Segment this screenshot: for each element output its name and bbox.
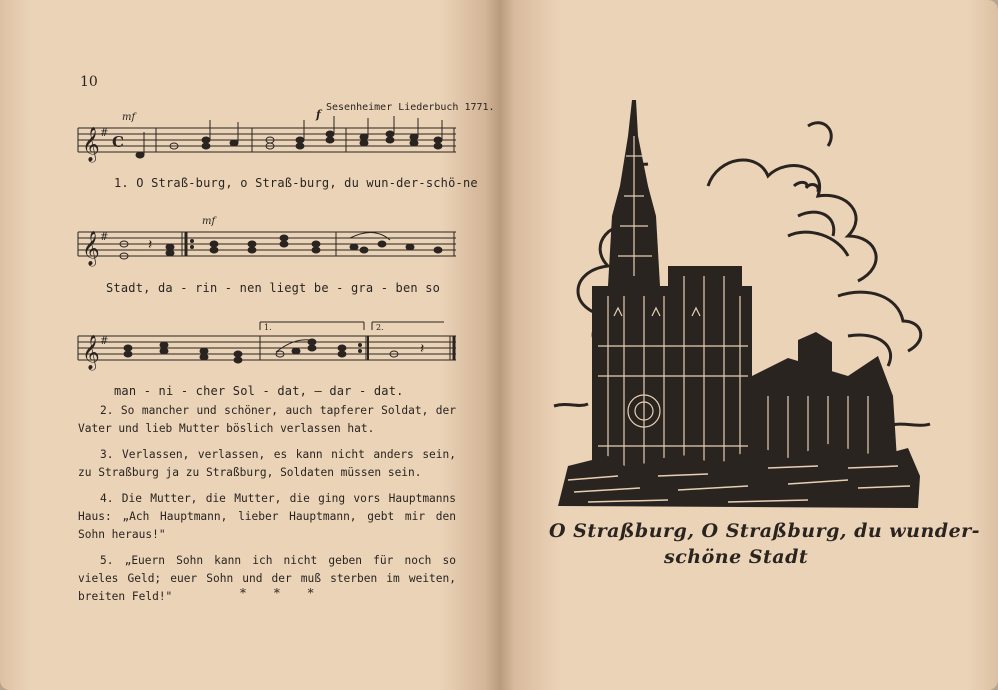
svg-text:𝄽: 𝄽 — [148, 237, 153, 253]
verse-5: 5. „Euern Sohn kann ich nicht geben für noch so vieles Geld; euer Sohn und der muß sterben im weiten, breiten Feld!" — [78, 554, 456, 603]
dynamic-mf-2: mf — [202, 216, 216, 227]
end-mark: * * * — [240, 586, 326, 600]
volta-1: 1. — [264, 323, 272, 332]
caption-line-2: schöne Stadt — [664, 546, 809, 568]
dynamic-mf-1: mf — [122, 112, 136, 123]
song-source: Sesenheimer Liederbuch 1771. — [326, 102, 495, 113]
lyrics-line-1: 1. O Straß-burg, o Straß-burg, du wun-der-schö-ne — [114, 176, 478, 190]
strasbourg-cathedral-illustration — [548, 96, 938, 516]
svg-text:𝄞: 𝄞 — [82, 127, 100, 162]
music-staff-2 — [74, 212, 464, 272]
music-staff-1 — [74, 108, 464, 168]
svg-text:𝄞: 𝄞 — [82, 231, 100, 266]
volta-2: 2. — [376, 323, 384, 332]
verse-4: 4. Die Mutter, die Mutter, die ging vors Hauptmanns Haus: „Ach Hauptmann, lieber Hauptmann, gebt mir den Sohn heraus!" — [78, 492, 456, 541]
verse-3: 3. Verlassen, verlassen, es kann nicht anders sein, zu Straßburg ja zu Straßburg, Soldaten müssen sein. — [78, 448, 456, 479]
svg-text:𝄽: 𝄽 — [420, 341, 425, 357]
lyrics-line-2: Stadt, da - rin - nen liegt be - gra - ben so — [106, 281, 441, 295]
music-staff-3 — [74, 316, 464, 376]
svg-text:C: C — [112, 133, 124, 151]
svg-text:#: # — [100, 336, 109, 347]
svg-text:𝄞: 𝄞 — [82, 335, 100, 370]
caption-line-1: O Straßburg, O Straßburg, du wunder- — [549, 520, 981, 542]
dynamic-f: f — [316, 108, 321, 121]
svg-text:#: # — [100, 232, 109, 243]
verse-2: 2. So mancher und schöner, auch tapferer Soldat, der Vater und lieb Mutter böslich verlassen hat. — [78, 404, 456, 435]
svg-text:#: # — [100, 128, 109, 139]
lyrics-line-3: man - ni - cher Sol - dat, — dar - dat. — [114, 384, 404, 398]
page-number: 10 — [80, 74, 98, 90]
verses — [78, 402, 456, 614]
